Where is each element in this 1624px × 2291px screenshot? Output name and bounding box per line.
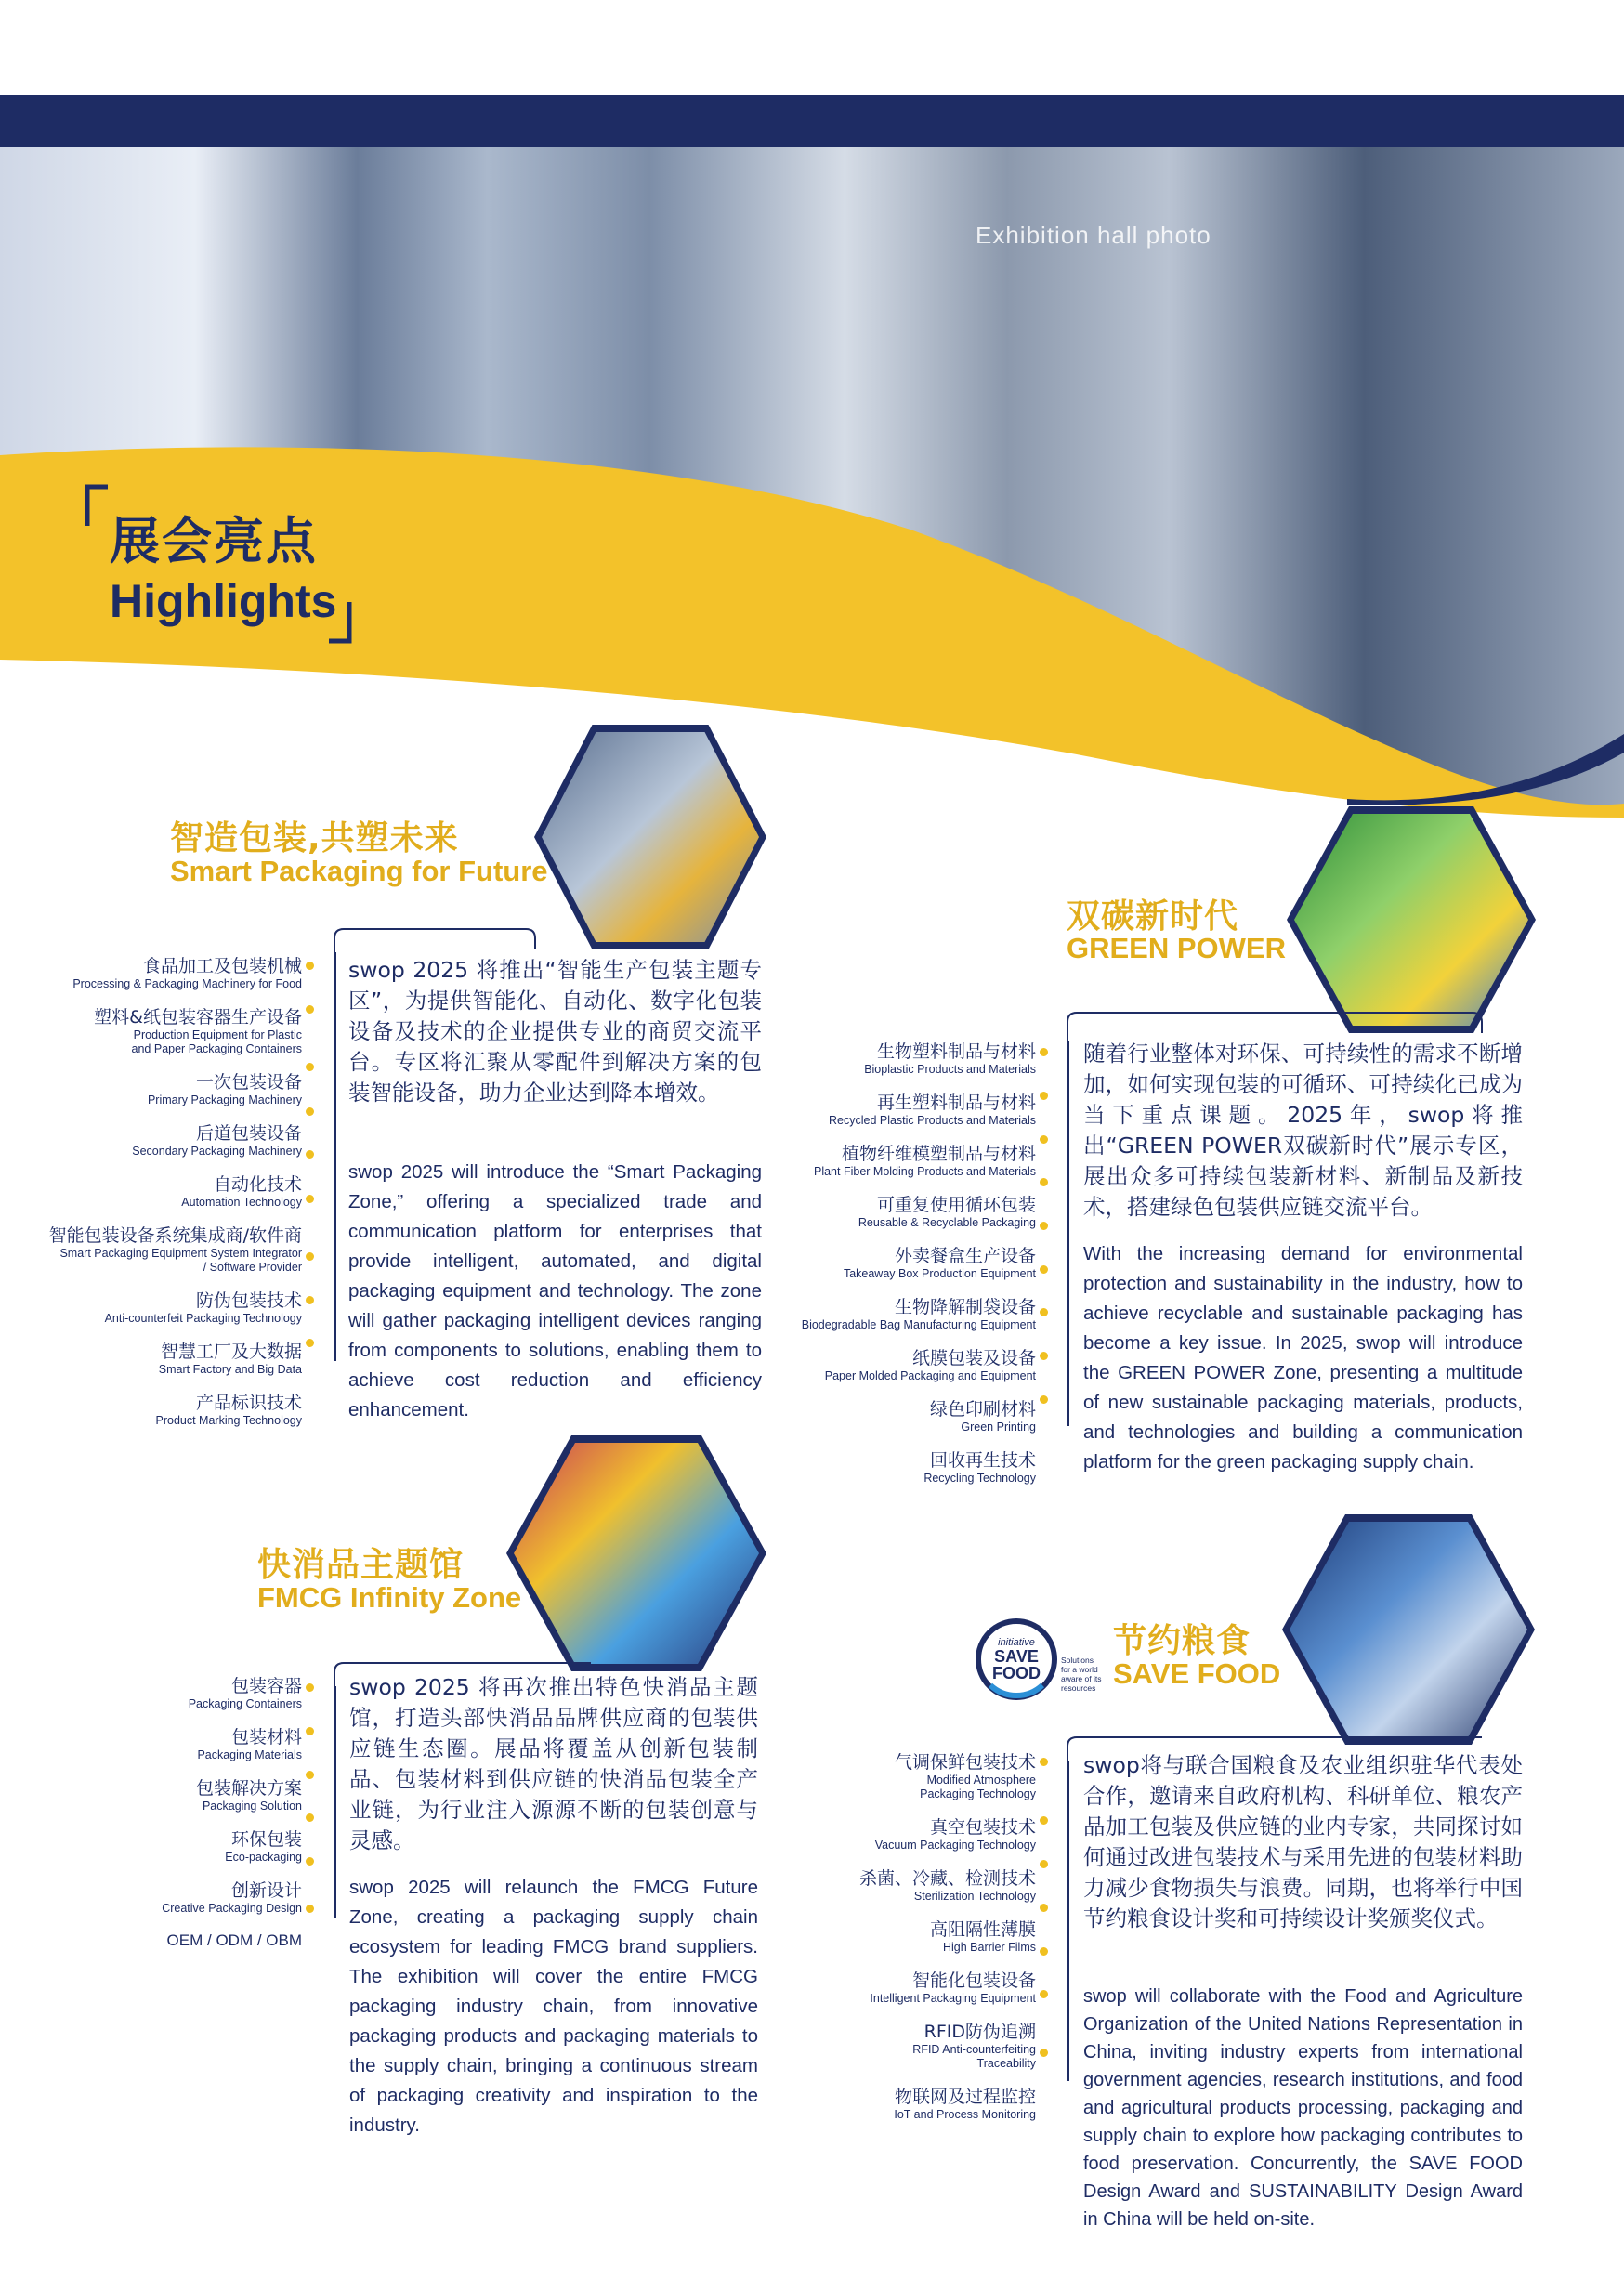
bullet-dot bbox=[1040, 1265, 1048, 1274]
list-item: 再生塑料制品与材料 Recycled Plastic Products and Materials bbox=[828, 1093, 1036, 1127]
page-title-cn: 展会亮点 bbox=[110, 512, 318, 570]
feature-list bbox=[19, 955, 302, 1443]
bullet-dot bbox=[1040, 1178, 1048, 1186]
list-item: 气调保鲜包装技术 Modified Atmosphere Packaging Technology bbox=[894, 1752, 1036, 1800]
section-title-en: FMCG Infinity Zone bbox=[257, 1581, 522, 1614]
list-item: 环保包装 Eco-packaging bbox=[225, 1829, 302, 1864]
bullet-dot bbox=[1040, 1395, 1048, 1404]
list-item: 物联网及过程监控 IoT and Process Monitoring bbox=[894, 2087, 1036, 2121]
list-item: OEM / ODM / OBM bbox=[166, 1931, 302, 1949]
feature-list bbox=[743, 1041, 1036, 1500]
bullet-dot bbox=[306, 1771, 314, 1779]
list-item: 一次包装设备 Primary Packaging Machinery bbox=[147, 1072, 302, 1106]
bullet-dot bbox=[306, 1107, 314, 1116]
bullet-dot bbox=[306, 1857, 314, 1866]
list-item: 食品加工及包装机械 Processing & Packaging Machinery for Food bbox=[72, 956, 302, 990]
list-item: 生物降解制袋设备 Biodegradable Bag Manufacturing Equipment bbox=[801, 1297, 1036, 1331]
section-connector-line bbox=[312, 892, 554, 957]
section-title-en: SAVE FOOD bbox=[1113, 1657, 1281, 1690]
title-bracket-close-icon bbox=[325, 600, 355, 645]
list-divider bbox=[334, 1686, 336, 1918]
bullet-dot bbox=[1040, 1904, 1048, 1912]
section-title-en: Smart Packaging for Future bbox=[170, 855, 548, 887]
bullet-dot bbox=[1040, 1222, 1048, 1230]
page-title-en: Highlights bbox=[110, 575, 337, 627]
bullet-dot bbox=[1040, 1308, 1048, 1316]
section-title-cn: 快消品主题馆 bbox=[257, 1546, 465, 1584]
list-item: 真空包装技术 Vacuum Packaging Technology bbox=[874, 1817, 1036, 1852]
navy-swoosh bbox=[1347, 706, 1624, 808]
bullet-dot bbox=[1040, 2049, 1048, 2057]
bullet-dot bbox=[1040, 1758, 1048, 1766]
list-item: 可重复使用循环包装 Reusable & Recyclable Packaging bbox=[858, 1195, 1036, 1229]
section-description-cn: swop 2025 将再次推出特色快消品主题馆，打造头部快消品品牌供应商的包装供应链生态圈。展品将覆盖从创新包装制品、包装材料到供应链的快消品包装全产业链，为行业注入源源不断的包装创意与灵感。 bbox=[349, 1674, 758, 1853]
save-food-logo-tagline: Solutions for a world aware of its resources bbox=[1061, 1656, 1102, 1693]
list-item: 塑料&纸包装容器生产设备 Production Equipment for Plastic and Paper Packaging Containers bbox=[94, 1007, 302, 1055]
section-connector-line bbox=[1045, 975, 1510, 1042]
top-bar bbox=[0, 95, 1624, 147]
list-divider bbox=[1067, 1761, 1069, 2081]
section-title-en: GREEN POWER bbox=[1067, 932, 1286, 964]
bullet-dot bbox=[306, 1063, 314, 1071]
list-item: 包装材料 Packaging Materials bbox=[197, 1727, 302, 1761]
bullet-dot bbox=[1040, 1352, 1048, 1360]
list-item: 杀菌、冷藏、检测技术 Sterilization Technology bbox=[858, 1868, 1036, 1903]
section-description-cn: swop将与联合国粮食及农业组织驻华代表处合作，邀请来自政府机构、科研单位、粮农产品加工包装及供应链的业内专家，共同探讨如何通过改进包装技术与采用先进的包装材料助力减少食物损失与浪费。同期，也将举行中国节约粮食设计奖和可持续设计奖颁奖仪式。 bbox=[1083, 1752, 1523, 1931]
bullet-dot bbox=[1040, 1048, 1048, 1056]
feature-list bbox=[743, 1751, 1036, 2137]
bullet-dot bbox=[1040, 1860, 1048, 1868]
feature-list bbox=[19, 1675, 302, 1966]
list-item: 自动化技术 Automation Technology bbox=[181, 1174, 302, 1209]
bullet-dot bbox=[306, 1813, 314, 1822]
list-item: RFID防伪追溯 RFID Anti-counterfeiting Traceability bbox=[912, 2022, 1036, 2070]
hexagon-photo-smart-packaging bbox=[534, 725, 766, 949]
bullet-dot bbox=[306, 1296, 314, 1304]
list-item: 智慧工厂及大数据 Smart Factory and Big Data bbox=[158, 1342, 302, 1376]
section-title-cn: 双碳新时代 bbox=[1067, 897, 1239, 936]
section-description-en: swop 2025 will introduce the “Smart Packaging Zone,” offering a specialized trade and communication platform for enterprises that provide intelligent, automated, and digital packaging equipment and technology. The zone will gather packaging intelligent devices ranging from components to solutions, enabling them to achieve cost reduction and efficiency enhancement. bbox=[348, 1161, 762, 1420]
list-divider bbox=[1067, 1041, 1069, 1426]
bullet-dot bbox=[306, 1005, 314, 1014]
list-item: 智能包装设备系统集成商/软件商 Smart Packaging Equipment System Integrator / Software Provider bbox=[48, 1225, 302, 1274]
bullet-dot bbox=[306, 1905, 314, 1913]
section-description-en: swop will collaborate with the Food and Agriculture Organization of the United Nations Representation in China, inviting industry experts from international government agencies, research institutions, and food and agricultural products processing, packaging and supply chain to explore how packaging contributes to food preservation. Concurrently, the SAVE FOOD Design Award and SUSTAINABILITY Design Award in China will be held on-site. bbox=[1083, 1986, 1523, 2230]
bullet-dot bbox=[1040, 1816, 1048, 1825]
save-food-logo: initiative SAVE FOOD bbox=[974, 1617, 1059, 1702]
bullet-dot bbox=[1040, 1947, 1048, 1956]
bullet-dot bbox=[1040, 1990, 1048, 1998]
list-divider bbox=[334, 952, 336, 1361]
section-description-en: swop 2025 will relaunch the FMCG Future Zone, creating a packaging supply chain ecosystem for leading FMCG brand suppliers. The exhibition will cover the entire FMCG packaging industry chain, from innovative packaging products and packaging materials to the supply chain, bringing a continuous stream of packaging creativity and inspiration to the industry. bbox=[349, 1877, 758, 2136]
list-item: 生物塑料制品与材料 Bioplastic Products and Materials bbox=[864, 1041, 1036, 1076]
section-title-cn: 智造包装,共塑未来 bbox=[170, 819, 459, 857]
list-item: 回收再生技术 Recycling Technology bbox=[923, 1450, 1036, 1485]
title-bracket-open-icon bbox=[82, 483, 111, 528]
bullet-dot bbox=[1040, 1092, 1048, 1100]
list-item: 防伪包装技术 Anti-counterfeit Packaging Technology bbox=[104, 1290, 302, 1325]
bullet-dot bbox=[306, 1727, 314, 1735]
bullet-dot bbox=[1040, 1135, 1048, 1144]
list-item: 植物纤维模塑制品与材料 Plant Fiber Molding Products and Materials bbox=[813, 1144, 1036, 1178]
bullet-dot bbox=[306, 1195, 314, 1203]
list-item: 纸膜包装及设备 Paper Molded Packaging and Equipment bbox=[824, 1348, 1036, 1382]
list-item: 智能化包装设备 Intelligent Packaging Equipment bbox=[870, 1970, 1036, 2005]
bullet-dot bbox=[306, 1150, 314, 1159]
section-description-cn: swop 2025 将推出“智能生产包装主题专区”，为提供智能化、自动化、数字化包装设备及技术的企业提供专业的商贸交流平台。专区将汇聚从零配件到解决方案的包装智能设备，助力企业达到降本增效。 bbox=[348, 957, 762, 1106]
list-item: 创新设计 Creative Packaging Design bbox=[162, 1880, 302, 1915]
banner-photo-label: Exhibition hall photo bbox=[976, 221, 1211, 249]
list-item: 外卖餐盒生产设备 Takeaway Box Production Equipment bbox=[843, 1246, 1036, 1280]
list-item: 高阻隔性薄膜 High Barrier Films bbox=[929, 1919, 1036, 1954]
list-item: 后道包装设备 Secondary Packaging Machinery bbox=[132, 1123, 302, 1158]
section-title-cn: 节约粮食 bbox=[1113, 1622, 1251, 1660]
list-item: 包装解决方案 Packaging Solution bbox=[195, 1778, 302, 1813]
section-description-cn: 随着行业整体对环保、可持续性的需求不断增加，如何实现包装的可循环、可持续化已成为当下重点课题。2025年，swop将推出“GREEN POWER双碳新时代”展示专区，展出众多可持续包装新材料、新制品及新技术，搭建绿色包装供应链交流平台。 bbox=[1083, 1041, 1523, 1220]
bullet-dot bbox=[306, 1339, 314, 1347]
bullet-dot bbox=[306, 1252, 314, 1261]
list-item: 产品标识技术 Product Marking Technology bbox=[155, 1393, 302, 1427]
bullet-dot bbox=[306, 962, 314, 970]
bullet-dot bbox=[306, 1683, 314, 1692]
list-item: 绿色印刷材料 Green Printing bbox=[929, 1399, 1036, 1434]
section-description-en: With the increasing demand for environmental protection and sustainability in the industry, how to achieve recyclable and sustainable packaging has become a key issue. In 2025, swop will introduce the GREEN POWER Zone, presenting a multitude of new sustainable packaging materials, products, and technologies and building a communication platform for the green packaging supply chain. bbox=[1083, 1243, 1523, 1473]
list-item: 包装容器 Packaging Containers bbox=[188, 1676, 302, 1710]
